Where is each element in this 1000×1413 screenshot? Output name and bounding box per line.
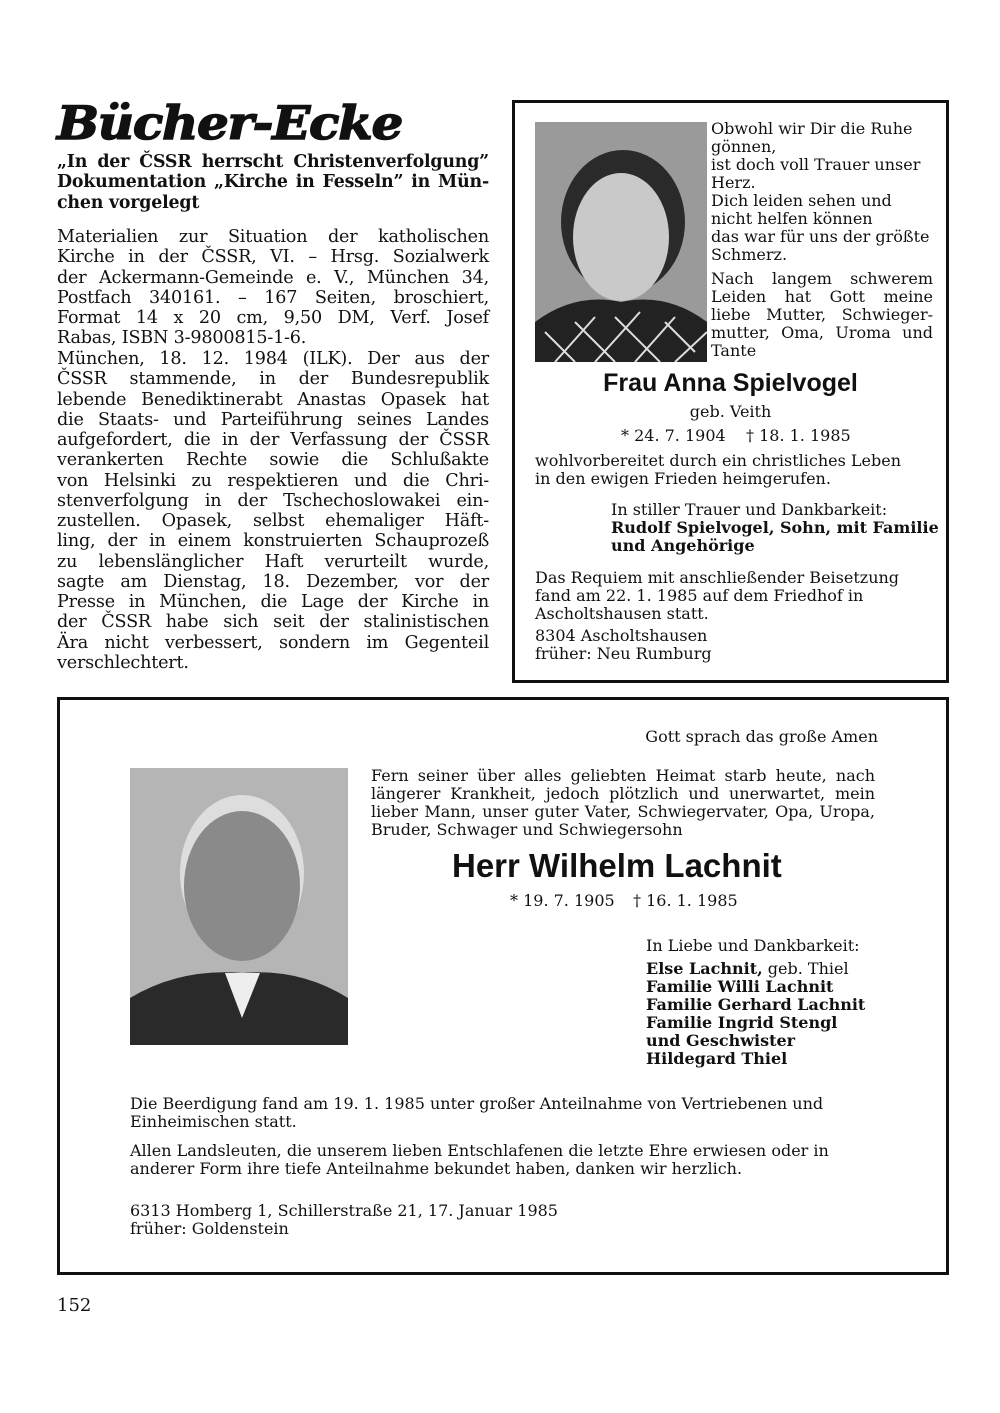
text-line: stenverfolgung in der Tschechoslowakei ein- — [57, 490, 489, 511]
text-line: chen vorgelegt — [57, 192, 200, 213]
text-line: Bruder, Schwager und Schwiegersohn — [371, 820, 683, 839]
text-line: die Staats- und Parteiführung seines Landes — [57, 409, 489, 430]
text-line: Dich leiden sehen und — [711, 191, 892, 210]
birth-date: * 19. 7. 1905 — [510, 891, 615, 910]
text-line: Leiden hat Gott meine — [711, 287, 933, 306]
address — [535, 627, 712, 663]
text-line: und Geschwister — [646, 1031, 796, 1050]
mourners — [646, 978, 865, 1068]
death-date: † 16. 1. 1985 — [633, 891, 738, 910]
death-date: † 18. 1. 1985 — [746, 426, 851, 445]
mourner-first — [646, 960, 849, 978]
obituary-spielvogel — [512, 100, 949, 683]
text-line: Einheimischen statt. — [130, 1112, 297, 1131]
birth-date: * 24. 7. 1904 — [621, 426, 726, 445]
text-line: anderer Form ihre tiefe Anteilnahme bekundet haben, danken wir herzlich. — [130, 1159, 743, 1178]
text-line: Tante — [711, 341, 757, 360]
portrait-photo — [130, 768, 348, 1045]
text-line: sagte am Dienstag, 18. Dezember, vor der — [57, 571, 489, 592]
article-body — [57, 349, 489, 673]
text-line: Presse in München, die Lage der Kirche in — [57, 592, 489, 612]
text-line: Obwohl wir Dir die Ruhe — [711, 119, 913, 138]
notice-intro — [711, 270, 933, 360]
text-line: das war für uns der größte — [711, 227, 930, 246]
text-line: und Angehörige — [611, 536, 755, 555]
text-line: der Ackermann-Gemeinde e. V., München 34, — [57, 267, 489, 288]
prepared-text — [535, 452, 901, 488]
text-line: 8304 Ascholtshausen — [535, 626, 708, 645]
text-line: zu lebenslänglicher Haft verurteilt wurde, — [57, 551, 489, 572]
poem — [711, 120, 933, 264]
thanks-label: In Liebe und Dankbarkeit: — [646, 936, 860, 955]
text-line: Materialien zur Situation der katholischen — [57, 227, 489, 247]
text-line: Rabas, ISBN 3-9800815-1-6. — [57, 328, 307, 349]
text-line: von Helsinki zu respektieren und die Chri- — [57, 470, 489, 491]
text-line: in den ewigen Frieden heimgerufen. — [535, 469, 831, 488]
text-line: lieber Mann, unser guter Vater, Schwiegervater, Opa, Uropa, — [371, 802, 875, 821]
mourner-name: Else Lachnit, — [646, 959, 763, 978]
text-line: fand am 22. 1. 1985 auf dem Friedhof in — [535, 586, 864, 605]
text-line: 6313 Homberg 1, Schillerstraße 21, 17. Januar 1985 — [130, 1201, 558, 1220]
text-line: Familie Willi Lachnit — [646, 977, 834, 996]
obituary-lachnit — [57, 697, 949, 1275]
text-line: Familie Gerhard Lachnit — [646, 995, 866, 1014]
portrait-woman-icon — [535, 122, 707, 362]
deceased-name: Herr Wilhelm Lachnit — [452, 847, 782, 884]
article-headline — [57, 152, 489, 213]
text-line: ist doch voll Trauer unser — [711, 155, 921, 174]
page-number: 152 — [57, 1295, 92, 1316]
text-line: ling, der in einem konstruierten Schauprozeß — [57, 531, 489, 552]
section-title: Bücher-Ecke — [57, 96, 403, 150]
text-line: München, 18. 12. 1984 (ILK). Der aus der — [57, 349, 489, 369]
text-line: Familie Ingrid Stengl — [646, 1013, 838, 1032]
mourning-label: In stiller Trauer und Dankbarkeit: — [611, 500, 888, 519]
text-line: Ära nicht verbessert, sondern im Gegenteil — [57, 632, 489, 653]
text-line: Format 14 x 20 cm, 9,50 DM, Verf. Josef — [57, 308, 489, 328]
text-line: früher: Goldenstein — [130, 1219, 289, 1238]
text-line: Postfach 340161. – 167 Seiten, broschiert, — [57, 287, 489, 308]
text-line: Hildegard Thiel — [646, 1049, 788, 1068]
text-line: verschlechtert. — [57, 652, 189, 673]
text-line: Die Beerdigung fand am 19. 1. 1985 unter großer Anteilnahme von Vertriebenen und — [130, 1094, 824, 1113]
text-line: Rudolf Spielvogel, Sohn, mit Familie — [611, 518, 939, 537]
text-line: Ascholtshausen statt. — [535, 604, 709, 623]
text-line: Nach langem schwerem — [711, 269, 933, 288]
text-line: früher: Neu Rumburg — [535, 644, 712, 663]
portrait-man-icon — [130, 768, 348, 1045]
text-line: Dokumentation „Kirche in Fesseln” in Mün- — [57, 172, 489, 193]
text-line: der ČSSR habe sich seit der stalinistischen — [57, 612, 489, 633]
text-line: wohlvorbereitet durch ein christliches Leben — [535, 451, 901, 470]
funeral-text — [130, 1095, 823, 1131]
motto: Gott sprach das große Amen — [645, 727, 878, 746]
text-line: „In der ČSSR herrscht Christenverfolgung” — [57, 152, 489, 172]
text-line: Kirche in der ČSSR, VI. – Hrsg. Sozialwerk — [57, 247, 489, 268]
text-line: ČSSR stammende, in der Bundesrepublik — [57, 369, 489, 390]
text-line: liebe Mutter, Schwieger- — [711, 305, 933, 324]
text-line: Herz. — [711, 173, 756, 192]
text-line: gönnen, — [711, 137, 777, 156]
mourner-suffix: geb. Thiel — [762, 959, 849, 978]
text-line: zustellen. Opasek, selbst ehemaliger Häft- — [57, 511, 489, 531]
text-line: lebende Benediktinerabt Anastas Opasek hat — [57, 389, 489, 410]
text-line: Das Requiem mit anschließender Beisetzung — [535, 568, 900, 587]
text-line: längerer Krankheit, jedoch plötzlich und unerwartet, mein — [371, 784, 875, 803]
text-line: aufgefordert, die in der Verfassung der ČSSR — [57, 430, 489, 450]
gratitude-text — [130, 1142, 829, 1178]
requiem-text — [535, 569, 899, 623]
notice-intro — [371, 767, 875, 839]
maiden-name: geb. Veith — [689, 402, 772, 421]
text-line: mutter, Oma, Uroma und — [711, 323, 933, 342]
text-line: Schmerz. — [711, 245, 788, 264]
text-line: nicht helfen können — [711, 209, 873, 228]
mourners — [611, 519, 939, 555]
deceased-name: Frau Anna Spielvogel — [603, 369, 858, 397]
text-line: Fern seiner über alles geliebten Heimat starb heute, nach — [371, 766, 875, 785]
text-line: verankerten Rechte sowie die Schlußakte — [57, 450, 489, 471]
portrait-photo — [535, 122, 707, 362]
article-bibliography — [57, 227, 489, 349]
address — [130, 1202, 558, 1238]
text-line: Allen Landsleuten, die unserem lieben Entschlafenen die letzte Ehre erwiesen oder in — [130, 1141, 829, 1160]
